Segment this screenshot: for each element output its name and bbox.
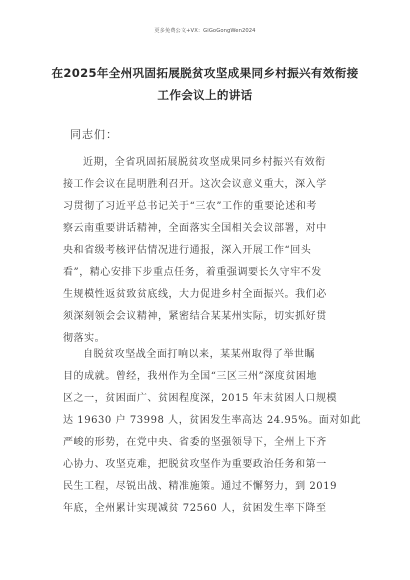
- paragraph-line: 察云南重要讲话精神，全面落实全国相关会议部署，对中: [63, 223, 327, 234]
- paragraph-line: 严峻的形势，在党中央、省委的坚强领导下，全州上下齐: [63, 437, 327, 448]
- title-line: 工作会议上的讲话: [157, 88, 253, 102]
- paragraph-line: 年底，全州累计实现减贫 72560 人，贫困发生率下降至: [63, 503, 327, 514]
- salutation: 同志们：: [70, 128, 118, 141]
- paragraph-line: 看”，精心安排下步重点任务，着重强调要长久守牢不发: [63, 267, 322, 278]
- document-title: [40, 62, 370, 106]
- paragraph-line: 达 19630 户 73998 人，贫困发生率高达 24.95%。面对如此: [63, 415, 361, 426]
- paragraph-line: 区之一，贫困面广、贫困程度深，2015 年末贫困人口规模: [63, 393, 338, 404]
- body-paragraph: [63, 152, 353, 350]
- paragraph-line: 习贯彻了习近平总书记关于“三农”工作的重要论述和考: [63, 201, 317, 212]
- paragraph-line: 心协力、攻坚克难，把脱贫攻坚作为重要政治任务和第一: [63, 459, 327, 470]
- body-paragraph: [63, 344, 361, 520]
- paragraph-line: 接工作会议在昆明胜利召开。这次会议意义重大，深入学: [63, 179, 327, 190]
- paragraph-line: 自脱贫攻坚战全面打响以来，某某州取得了举世瞩: [83, 349, 316, 360]
- header-watermark: 更多免费公文+VX：GiGoGongWen2024: [154, 28, 256, 34]
- paragraph-line: 彻落实。: [63, 333, 106, 344]
- paragraph-line: 央和省级考核评估情况进行通报，深入开展工作“回头: [63, 245, 312, 256]
- paragraph-line: 民生工程，尽锐出战、精准施策。通过不懈努力，到 2019: [63, 481, 338, 492]
- paragraph-line: 目的成就。曾经，我州作为全国“三区三州”深度贫困地: [63, 371, 317, 382]
- paragraph-line: 生规模性返贫致贫底线，大力促进乡村全面振兴。我们必: [63, 289, 327, 300]
- title-line: 在2025年全州巩固拓展脱贫攻坚成果同乡村振兴有效衔接: [51, 66, 359, 80]
- paragraph-line: 须深刻领会会议精神，紧密结合某某州实际，切实抓好贯: [63, 311, 327, 322]
- paragraph-line: 近期，全省巩固拓展脱贫攻坚成果同乡村振兴有效衔: [83, 157, 326, 168]
